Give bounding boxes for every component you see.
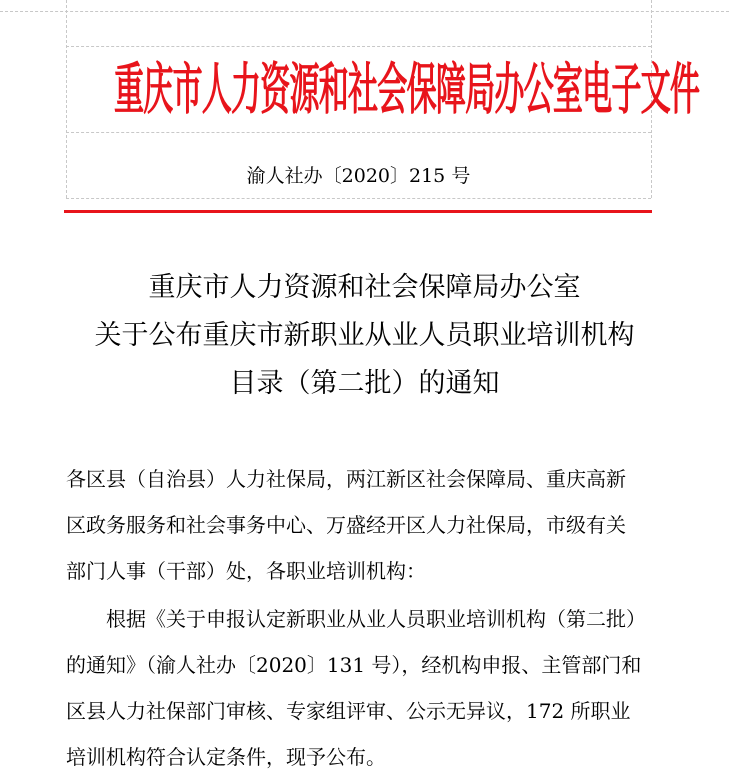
guide-line — [0, 11, 729, 12]
body-line: 区政务服务和社会事务中心、万盛经开区人力社保局，市级有关 — [66, 513, 626, 537]
notice-title-line: 关于公布重庆市新职业从业人员职业培训机构 — [94, 320, 635, 351]
body-line: 根据《关于申报认定新职业从业人员职业培训机构（第二批） — [106, 607, 646, 631]
red-divider — [64, 210, 652, 213]
letterhead-title: 重庆市人力资源和社会保障局办公室电子文件 — [113, 57, 700, 123]
body-line: 区县人力社保部门审核、专家组评审、公示无异议，172 所职业 — [66, 699, 631, 723]
notice-title-line: 目录（第二批）的通知 — [229, 368, 500, 399]
body-line: 部门人事（干部）处，各职业培训机构： — [66, 559, 426, 583]
body-line: 的通知》（渝人社办〔2020〕131 号），经机构申报、主管部门和 — [66, 653, 642, 677]
document-number: 渝人社办〔2020〕215 号 — [246, 165, 471, 187]
notice-title-line: 重庆市人力资源和社会保障局办公室 — [148, 272, 581, 303]
guide-line — [66, 198, 651, 199]
body-line: 各区县（自治县）人力社保局，两江新区社会保障局、重庆高新 — [66, 467, 626, 491]
body-line: 培训机构符合认定条件，现予公布。 — [66, 745, 386, 769]
